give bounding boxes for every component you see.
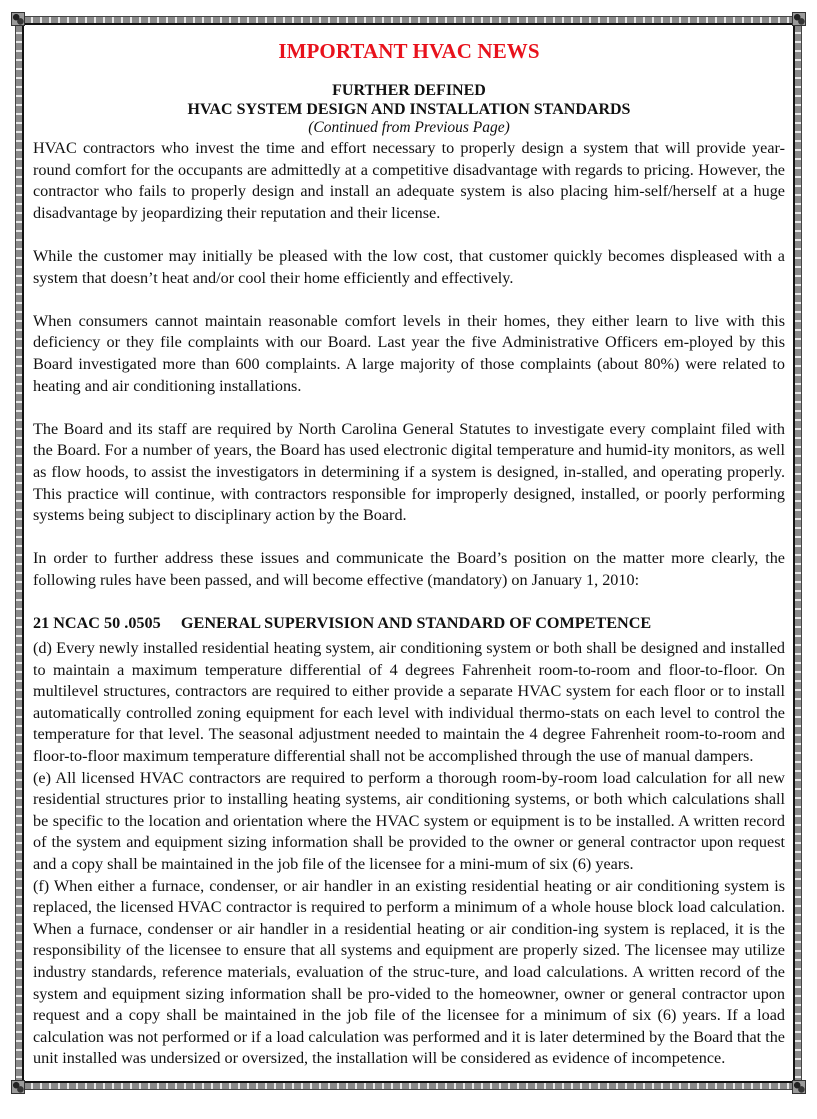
border-top — [15, 16, 802, 25]
border-right — [793, 16, 802, 1090]
body-paragraph: In order to further address these issues and communicate the Board’s position on the matter more clearly, the following rules have been passed, and will become effective (mandatory) on January 1, 2010: — [33, 549, 785, 589]
rule-item-e: (e) All licensed HVAC contractors are required to perform a thorough room-by-room load calculation for all new residential structures prior to installing heating systems, air conditioning systems, or both which calculations shall be specific to the location and orientation where the HVAC system or equipment is to be installed. A written record of the system and equipment sizing information shall be provided to the owner or general contractor upon request and a copy shall be maintained in the job file of the licensee for a mini-mum of six (6) years. — [33, 768, 785, 873]
body-paragraph: When consumers cannot maintain reasonable comfort levels in their homes, they either learn to live with this deficiency or they file complaints with our Board. Last year the five Administrative Officers em-ployed by this Board investigated more than 600 complaints. A large majority of those complaints (about 80%) were related to heating and air conditioning installations. — [33, 311, 785, 395]
newsletter-title: IMPORTANT HVAC NEWS — [278, 39, 540, 63]
body-paragraph: The Board and its staff are required by North Carolina General Statutes to investigate every complaint filed with the Board. For a number of years, the Board has used electronic digital temperature and humid-ity monitors, as well as flow hoods, to assist the investigators in determining if a system is designed, in-stalled, and operating properly. This practice will continue, with contractors responsible for improperly designed, installed, or poorly performing systems being subject to disciplinary action by the Board. — [33, 419, 785, 525]
article-subtitle-line1: FURTHER DEFINED — [332, 82, 486, 99]
continued-note: (Continued from Previous Page) — [308, 119, 510, 136]
border-corner-ornament-icon — [11, 12, 25, 26]
border-corner-ornament-icon — [792, 1080, 806, 1094]
newsletter-content — [33, 38, 785, 1070]
article-subtitle-line2: HVAC SYSTEM DESIGN AND INSTALLATION STANDARDS — [187, 101, 631, 118]
border-corner-ornament-icon — [792, 12, 806, 26]
border-left — [15, 16, 24, 1090]
body-paragraph: HVAC contractors who invest the time and effort necessary to properly design a system that will provide year-round comfort for the occupants are admittedly at a competitive disadvantage with regards to pricing. However, the contractor who fails to properly design and install an adequate system is also placing him-self/herself at a huge disadvantage by jeopardizing their reputation and their license. — [33, 139, 785, 222]
body-paragraph: While the customer may initially be pleased with the low cost, that customer quickly becomes displeased with a system that doesn’t heat and/or cool their home efficiently and effectively. — [33, 246, 785, 287]
border-corner-ornament-icon — [11, 1080, 25, 1094]
rule-section-heading: 21 NCAC 50 .0505 GENERAL SUPERVISION AND STANDARD OF COMPETENCE — [33, 614, 652, 633]
rule-item-d: (d) Every newly installed residential heating system, air conditioning system or both shall be designed and installed to maintain a maximum temperature differential of 4 degrees Fahrenheit room-to-room and floor-to-floor. On multilevel structures, contractors are required to either provide a separate HVAC system for each floor or to install automatically controlled zoning equipment for each level with individual thermo-stats on each level to control the temperature for that level. The seasonal adjustment needed to maintain the 4 degree Fahrenheit room-to-room and floor-to-floor maximum temperature differential shall not be accomplished through the use of manual dampers. — [33, 639, 785, 766]
border-bottom — [15, 1081, 802, 1090]
rule-item-f: (f) When either a furnace, condenser, or air handler in an existing residential heating or air conditioning system is replaced, the licensed HVAC contractor is required to perform a minimum of a whole house block load calculation. When a furnace, condenser or air handler in a residential heating or air condition-ing system is replaced, it is the responsibility of the licensee to ensure that all systems and equipment are properly sized. The licensee may utilize industry standards, reference materials, evaluation of the struc-ture, and load calculations. A written record of the system and equipment sizing information shall be pro-vided to the homeowner, owner or general contractor upon request and a copy shall be maintained in the job file of the licensee for a minimum of six (6) years. If a load calculation was not performed or if a load calculation was performed and it is later determined by the Board that the unit installed was undersized or oversized, the installation will be considered as evidence of incompetence. — [33, 876, 785, 1068]
